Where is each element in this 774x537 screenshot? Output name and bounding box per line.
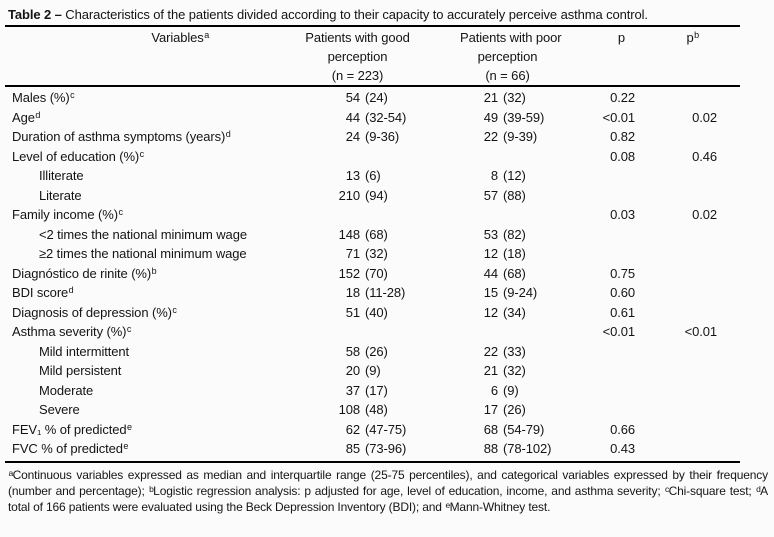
poor-perception-detail [498, 205, 590, 225]
p-value: 0.03 [610, 207, 635, 222]
good-header-line1: Patients with good [305, 30, 410, 45]
table-row [5, 420, 740, 440]
good-perception-detail: (94) [365, 187, 388, 203]
row-label-text: Diagnosis of depression (%)$^c$ [12, 304, 177, 320]
p-adjusted-value: <0.01 [684, 324, 717, 339]
poor-perception-detail: (34) [503, 304, 526, 320]
row-label-text: FVC % of predicted$^e$ [12, 441, 129, 456]
p-adjusted-value: 0.46 [692, 148, 717, 164]
p-adjusted-value [635, 361, 740, 381]
row-label-text: Age$^d$ [12, 109, 41, 125]
row-label [5, 439, 285, 459]
table-row [5, 322, 740, 342]
p-adjusted-value [635, 244, 740, 264]
row-label-text: Mild intermittent [39, 343, 130, 359]
p-value [590, 361, 635, 381]
good-perception-count [285, 205, 360, 225]
good-perception-detail [360, 205, 460, 225]
p-adjusted-value [635, 342, 740, 362]
p-adjusted-value [635, 88, 740, 108]
good-perception-detail: (11-28) [365, 285, 406, 300]
p-adjusted-value [635, 166, 740, 186]
column-header-p-adjusted-sup: b [694, 30, 700, 40]
p-value [590, 244, 635, 264]
row-label-text: Family income (%)$^c$ [12, 207, 123, 222]
good-perception-detail: (48) [365, 402, 388, 417]
row-label [5, 322, 285, 342]
poor-perception-detail [498, 322, 590, 342]
row-label [5, 225, 285, 245]
row-label-text: Illiterate [39, 168, 84, 183]
poor-perception-count [460, 205, 498, 225]
row-label [5, 361, 285, 381]
good-perception-detail: (70) [365, 265, 388, 281]
good-perception-count: 20 [345, 363, 360, 378]
good-header-line3: (n = 223) [331, 68, 384, 83]
row-label-text: Level of education (%)$^c$ [12, 148, 145, 164]
p-value: <0.01 [602, 109, 635, 125]
table-row [5, 361, 740, 381]
good-perception-detail: (6) [365, 168, 381, 183]
good-perception-detail: (24) [365, 90, 388, 105]
good-perception-count: 85 [345, 441, 360, 456]
poor-perception-detail: (88) [503, 187, 526, 203]
column-header-variables-text: Variables [151, 30, 204, 45]
table-caption-label: Table 2 – [8, 7, 62, 22]
poor-perception-detail: (9) [503, 382, 519, 398]
p-value [590, 381, 635, 401]
poor-perception-detail: (33) [503, 343, 526, 359]
table-row [5, 205, 740, 225]
poor-perception-count: 21 [483, 90, 498, 105]
good-perception-count: 152 [338, 265, 360, 281]
good-perception-count: 24 [345, 129, 360, 144]
p-value: <0.01 [602, 324, 635, 339]
good-perception-count: 108 [338, 402, 360, 417]
poor-perception-count: 53 [483, 226, 498, 242]
row-label-text: Literate [39, 187, 82, 203]
row-label-text: <2 times the national minimum wage [39, 226, 247, 242]
p-value: 0.66 [610, 421, 635, 437]
poor-perception-detail: (32) [503, 363, 526, 378]
good-perception-detail: (32) [365, 246, 388, 261]
poor-perception-detail: (82) [503, 226, 526, 242]
p-adjusted-value [635, 225, 740, 245]
column-header-poor-perception [460, 28, 590, 85]
good-perception-count: 37 [345, 382, 360, 398]
row-label-text: ≥2 times the national minimum wage [39, 246, 247, 261]
good-perception-count: 58 [345, 343, 360, 359]
poor-perception-count: 6 [490, 382, 498, 398]
table-row [5, 381, 740, 401]
good-perception-detail: (9-36) [365, 129, 400, 144]
poor-perception-count: 44 [483, 265, 498, 281]
poor-perception-count: 12 [483, 304, 498, 320]
good-perception-count [285, 322, 360, 342]
poor-perception-detail: (54-79) [503, 421, 545, 437]
p-adjusted-value [635, 283, 740, 303]
row-label-text: Moderate [39, 382, 94, 398]
good-perception-count: 13 [345, 168, 360, 183]
poor-perception-count: 22 [483, 129, 498, 144]
poor-header-line1: Patients with poor [460, 30, 562, 45]
good-perception-detail: (73-96) [365, 441, 407, 456]
row-label [5, 186, 285, 206]
table-row [5, 303, 740, 323]
p-adjusted-value [635, 186, 740, 206]
p-value [590, 342, 635, 362]
row-label-text: Mild persistent [39, 363, 122, 378]
column-header-p [590, 28, 635, 85]
poor-perception-count: 68 [483, 421, 498, 437]
row-label [5, 88, 285, 108]
row-label [5, 264, 285, 284]
table-row [5, 400, 740, 420]
column-header-variables-sup: a [204, 30, 210, 40]
good-perception-detail: (68) [365, 226, 388, 242]
poor-perception-detail: (9-24) [503, 285, 538, 300]
column-header-variables [5, 28, 285, 85]
good-perception-detail [360, 147, 460, 167]
table-row [5, 186, 740, 206]
paper-table-page [0, 6, 774, 537]
poor-perception-detail: (9-39) [503, 129, 538, 144]
row-label [5, 420, 285, 440]
good-perception-count: 210 [338, 187, 360, 203]
table-caption-text: Characteristics of the patients divided according to their capacity to accurately perceive asthma control. [65, 7, 648, 22]
good-perception-count: 62 [345, 421, 360, 437]
p-adjusted-value [635, 400, 740, 420]
row-label [5, 283, 285, 303]
poor-perception-count: 49 [483, 109, 498, 125]
p-value: 0.61 [610, 304, 635, 320]
column-header-p-adjusted [635, 28, 740, 85]
row-label-text: Diagnóstico de rinite (%)$^b$ [12, 265, 157, 281]
poor-perception-count [460, 322, 498, 342]
good-perception-count: 148 [338, 226, 360, 242]
table-row [5, 225, 740, 245]
poor-perception-count: 17 [483, 402, 498, 417]
p-adjusted-value [635, 303, 740, 323]
table-row [5, 244, 740, 264]
row-label [5, 381, 285, 401]
good-perception-count: 44 [345, 109, 360, 125]
row-label-text: Males (%)$^c$ [12, 90, 75, 105]
table-row [5, 342, 740, 362]
good-perception-detail: (47-75) [365, 421, 407, 437]
column-header-p-text: p [617, 30, 626, 45]
row-label [5, 108, 285, 128]
poor-perception-detail: (12) [503, 168, 526, 183]
good-header-line2: perception [327, 49, 388, 64]
footnotes: $^a$Continuous variables expressed as median and interquartile range (25-75 percentiles), and categorical variables expressed by their frequency (number and percentage); $^b$Logistic regression analysis: p adjusted for age, level of education, income, and asthma severity; $^c$Chi-square test; $^d$A total of 166 patients were evaluated using the Beck Depression Inventory (BDI); and $^e$Mann-Whitney test. [8, 467, 768, 514]
poor-perception-detail: (78-102) [503, 441, 552, 456]
row-label-text: Duration of asthma symptoms (years)$^d$ [12, 129, 231, 144]
good-perception-count: 71 [345, 246, 360, 261]
poor-perception-detail [498, 147, 590, 167]
p-adjusted-value [635, 127, 740, 147]
p-adjusted-value [635, 381, 740, 401]
p-value: 0.75 [610, 265, 635, 281]
table [5, 25, 740, 463]
row-label-text: BDI score$^d$ [12, 285, 74, 300]
poor-perception-detail: (32) [503, 90, 526, 105]
column-header-p-adjusted-text: p [686, 30, 694, 45]
p-value [590, 225, 635, 245]
p-value [590, 166, 635, 186]
poor-perception-count: 12 [483, 246, 498, 261]
row-label [5, 147, 285, 167]
poor-perception-count: 22 [483, 343, 498, 359]
poor-perception-count [460, 147, 498, 167]
poor-header-line2: perception [477, 49, 538, 64]
table-row [5, 264, 740, 284]
good-perception-count: 51 [345, 304, 360, 320]
poor-perception-detail: (68) [503, 265, 526, 281]
good-perception-detail: (9) [365, 363, 381, 378]
row-label [5, 400, 285, 420]
column-header-good-perception [285, 28, 460, 85]
p-value: 0.08 [610, 148, 635, 164]
row-label-text: FEV₁ % of predicted$^e$ [12, 421, 132, 437]
good-perception-count [285, 147, 360, 167]
row-label-text: Severe [39, 402, 80, 417]
table-row [5, 88, 740, 108]
poor-perception-detail: (26) [503, 402, 526, 417]
p-value: 0.82 [610, 129, 635, 144]
poor-perception-count: 57 [483, 187, 498, 203]
good-perception-detail: (40) [365, 304, 388, 320]
poor-perception-count: 88 [483, 441, 498, 456]
p-adjusted-value [635, 420, 740, 440]
table-row [5, 439, 740, 459]
p-value [590, 186, 635, 206]
row-label [5, 205, 285, 225]
p-adjusted-value: 0.02 [692, 109, 717, 125]
table-rows [5, 87, 740, 463]
good-perception-count: 18 [345, 285, 360, 300]
p-adjusted-value [635, 264, 740, 284]
row-label [5, 127, 285, 147]
table-row [5, 147, 740, 167]
row-label [5, 244, 285, 264]
table-header-row [5, 27, 740, 87]
p-value: 0.22 [610, 90, 635, 105]
table-caption [8, 6, 774, 25]
poor-perception-count: 21 [483, 363, 498, 378]
good-perception-count: 54 [345, 90, 360, 105]
p-value [590, 400, 635, 420]
good-perception-detail [360, 322, 460, 342]
poor-perception-detail: (18) [503, 246, 526, 261]
p-value: 0.43 [610, 441, 635, 456]
row-label-text: Asthma severity (%)$^c$ [12, 324, 132, 339]
row-label [5, 166, 285, 186]
table-row [5, 108, 740, 128]
poor-perception-count: 15 [483, 285, 498, 300]
table-row [5, 283, 740, 303]
table-row [5, 127, 740, 147]
poor-header-line3: (n = 66) [485, 68, 530, 83]
p-adjusted-value [635, 439, 740, 459]
row-label [5, 342, 285, 362]
p-value: 0.60 [610, 285, 635, 300]
good-perception-detail: (17) [365, 382, 388, 398]
p-adjusted-value: 0.02 [692, 207, 717, 222]
row-label [5, 303, 285, 323]
table-row [5, 166, 740, 186]
poor-perception-detail: (39-59) [503, 109, 545, 125]
poor-perception-count: 8 [490, 168, 498, 183]
good-perception-detail: (32-54) [365, 109, 407, 125]
good-perception-detail: (26) [365, 343, 388, 359]
